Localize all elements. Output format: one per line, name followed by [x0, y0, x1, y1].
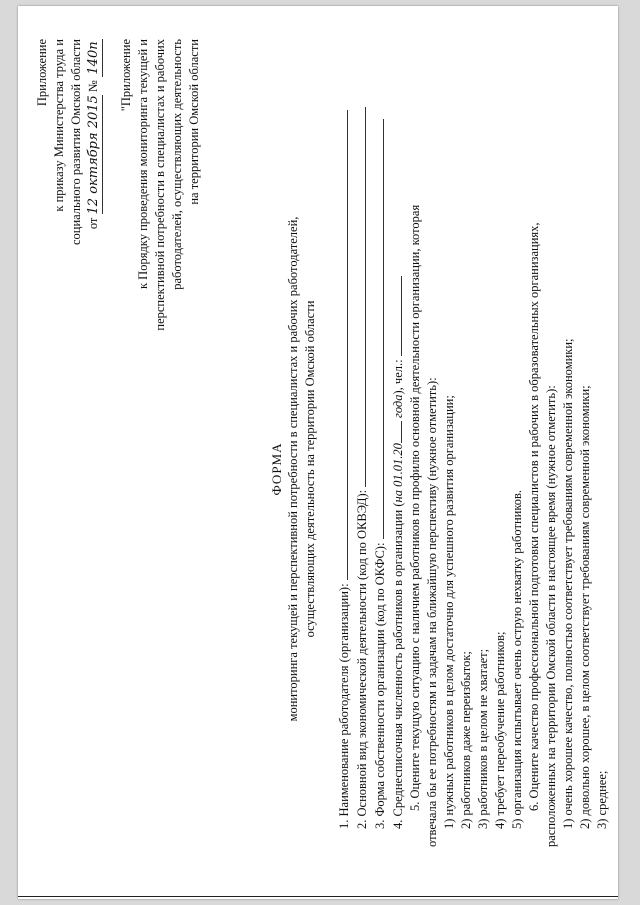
order-date-line [85, 39, 103, 459]
procedure-appendix-line3: перспективной потребности в специалистах и рабочих [153, 39, 167, 331]
question-1 [335, 49, 353, 829]
question-5-option-5[interactable]: 5) организация испытывает очень острую нехватку работников. [510, 489, 524, 829]
question-3-label: 3. Форма собственности организации (код по ОКФС): [373, 542, 387, 829]
order-appendix-line3: социального развития Омской области [69, 39, 83, 246]
question-4 [389, 49, 407, 829]
question-4-answer-line[interactable] [389, 276, 402, 356]
order-appendix-line2: к приказу Министерства труда и [52, 39, 66, 212]
form-title: ФОРМА [269, 442, 284, 496]
question-6-line2: расположенных на территории Омской области в настоящее время (нужное отметить): [544, 385, 558, 847]
question-6-option-1[interactable]: 1) очень хорошее качество, полностью соответствует требованиям современной экономики; [561, 338, 575, 829]
procedure-appendix-title: "Приложение [119, 39, 133, 112]
question-6-line1: 6. Оцените качество профессиональной подготовки специалистов и рабочих в образовательных организациях, [527, 222, 541, 811]
scan-edge-line [18, 896, 618, 897]
order-date-handwritten: 12 октября 2015 [86, 95, 101, 215]
procedure-appendix-line5: на территории Омской области [187, 39, 201, 205]
order-number-handwritten: 140п [85, 39, 103, 77]
question-5-option-4[interactable]: 4) требует переобучение работников; [493, 631, 507, 829]
question-4-label-d: ), чел.: [391, 359, 405, 395]
question-1-answer-line[interactable] [335, 110, 348, 580]
question-5-line2: отвечала бы ее потребностям и задачам на ближайшую перспективу (нужное отметить): [425, 377, 439, 847]
procedure-appendix [118, 39, 203, 499]
procedure-appendix-line2: к Порядку проведения мониторинга текущей и [136, 39, 150, 290]
question-4-year-word: года [391, 394, 405, 419]
question-6-option-3[interactable]: 3) среднее; [595, 770, 609, 829]
rotated-page-content [18, 19, 618, 899]
question-5-option-1[interactable]: 1) нужных работников в целом достаточно для успешного развития организации; [442, 395, 456, 829]
question-4-date-prefix: на 01.01.20 [391, 443, 405, 503]
question-4-year-blank[interactable] [389, 421, 402, 443]
question-2-answer-line[interactable] [353, 107, 366, 487]
question-5-option-3[interactable]: 3) работников в целом не хватает; [476, 648, 490, 829]
question-3 [371, 49, 389, 829]
order-number-label: № [86, 80, 100, 93]
form-subtitle-line1: мониторинга текущей и перспективной потребности в специалистах и рабочих работодателей, [286, 216, 300, 722]
question-2 [353, 49, 371, 829]
form-heading [268, 79, 319, 859]
question-5-line1: 5. Оцените текущую ситуацию с наличием работников по профилю основной деятельности организации, которая [408, 204, 422, 811]
question-4-label-a: 4. Среднесписочная численность работников в организации ( [391, 502, 405, 829]
order-from-label: от [86, 217, 100, 230]
form-subtitle-line2: осуществляющих деятельность на территории Омской области [303, 300, 317, 638]
document-page [18, 6, 618, 899]
questionnaire [335, 49, 611, 847]
question-2-label: 2. Основной вид экономической деятельности (код по ОКВЭД): [355, 489, 369, 829]
order-appendix-title: Приложение [35, 39, 49, 107]
order-appendix [34, 39, 103, 459]
question-6-option-2[interactable]: 2) довольно хорошее, в целом соответствует требованиям современной экономики; [578, 385, 592, 829]
procedure-appendix-line4: работодателей, осуществляющих деятельность [170, 39, 184, 290]
question-5-option-2[interactable]: 2) работников даже переизбыток; [459, 651, 473, 829]
question-3-answer-line[interactable] [371, 119, 384, 539]
question-1-label: 1. Наименование работодателя (организации): [337, 583, 351, 829]
